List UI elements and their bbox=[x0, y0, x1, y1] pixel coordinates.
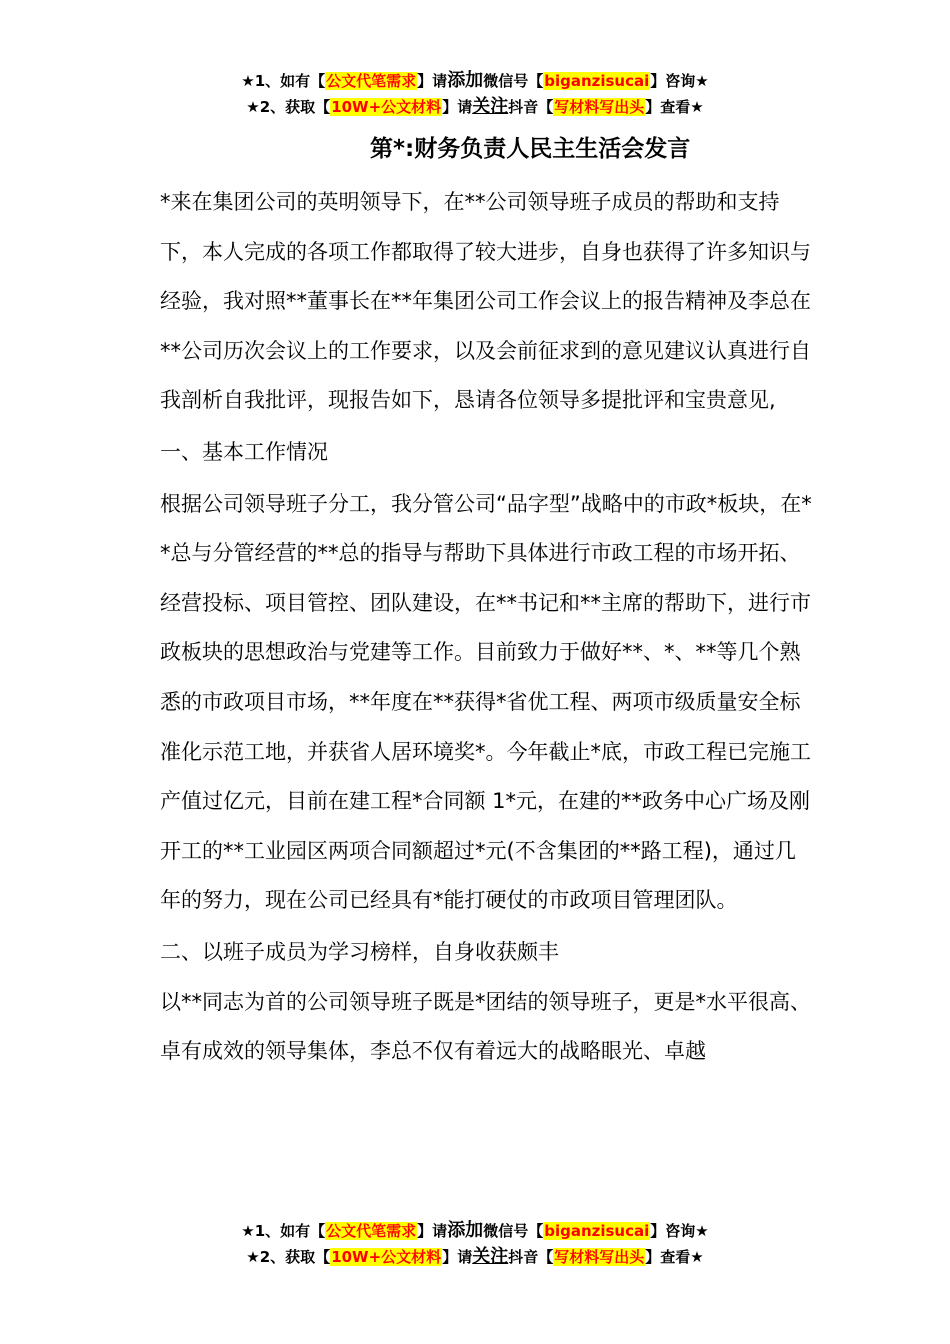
highlight-service: 公文代笔需求 bbox=[326, 72, 417, 90]
promo-banner-bottom bbox=[0, 1218, 950, 1270]
paragraph-team-learning: 以**同志为首的公司领导班子既是*团结的领导班子，更是*水平很高、卓有成效的领导集体，李总不仅有着远大的战略眼光、卓越 bbox=[160, 989, 811, 1064]
highlight-wechat-id: biganzisucai bbox=[544, 1222, 650, 1240]
promo-banner-top bbox=[0, 68, 950, 120]
paragraph-work-overview: 根据公司领导班子分工，我分管公司“品字型”战略中的市政*板块，在**总与分管经营的**总的指导与帮助下具体进行市政工程的市场开拓、经营投标、项目管控、团队建设，在**书记和**主席的帮助下，进行市政板块的思想政治与党建等工作。目前致力于做好**、*、**等几个熟悉的市政项目市场，**年度在**获得*省优工程、两项市级质量安全标准化示范工地，并获省人居环境奖*。今年截止*底，市政工程已完施工产值过亿元，目前在建工程*合同额 1*元，在建的**政务中心广场及刚开工的**工业园区两项合同额超过*元(不含集团的**路工程)，通过几年的努力，现在公司已经具有*能打硬仗的市政项目管理团队。 bbox=[160, 491, 812, 913]
highlight-service: 公文代笔需求 bbox=[326, 1222, 417, 1240]
highlight-materials: 10W+公文材料 bbox=[331, 98, 442, 116]
section-heading-1: 一、基本工作情况 bbox=[160, 439, 328, 464]
promo-line-1: ★1、如有【公文代笔需求】请添加微信号【biganzisucai】咨询★ bbox=[241, 70, 709, 91]
promo-line-2: ★2、获取【10W+公文材料】请关注抖音【写材料写出头】查看★ bbox=[246, 96, 704, 117]
highlight-douyin: 写材料写出头 bbox=[554, 98, 645, 116]
document-title: 第*:财务负责人民主生活会发言 bbox=[370, 136, 691, 162]
highlight-wechat-id: biganzisucai bbox=[544, 72, 650, 90]
highlight-materials: 10W+公文材料 bbox=[331, 1248, 442, 1266]
paragraph-intro: *来在集团公司的英明领导下，在**公司领导班子成员的帮助和支持下，本人完成的各项工作都取得了较大进步，自身也获得了许多知识与经验，我对照**董事长在**年集团公司工作会议上的报告精神及李总在**公司历次会议上的工作要求，以及会前征求到的意见建议认真进行自我剖析自我批评，现报告如下，恳请各位领导多提批评和宝贵意见, bbox=[160, 190, 811, 413]
promo-line-1: ★1、如有【公文代笔需求】请添加微信号【biganzisucai】咨询★ bbox=[241, 1220, 709, 1241]
highlight-douyin: 写材料写出头 bbox=[554, 1248, 645, 1266]
section-heading-2: 二、以班子成员为学习榜样，自身收获颇丰 bbox=[160, 939, 559, 964]
promo-line-2: ★2、获取【10W+公文材料】请关注抖音【写材料写出头】查看★ bbox=[246, 1246, 704, 1267]
document-body bbox=[144, 178, 812, 1077]
